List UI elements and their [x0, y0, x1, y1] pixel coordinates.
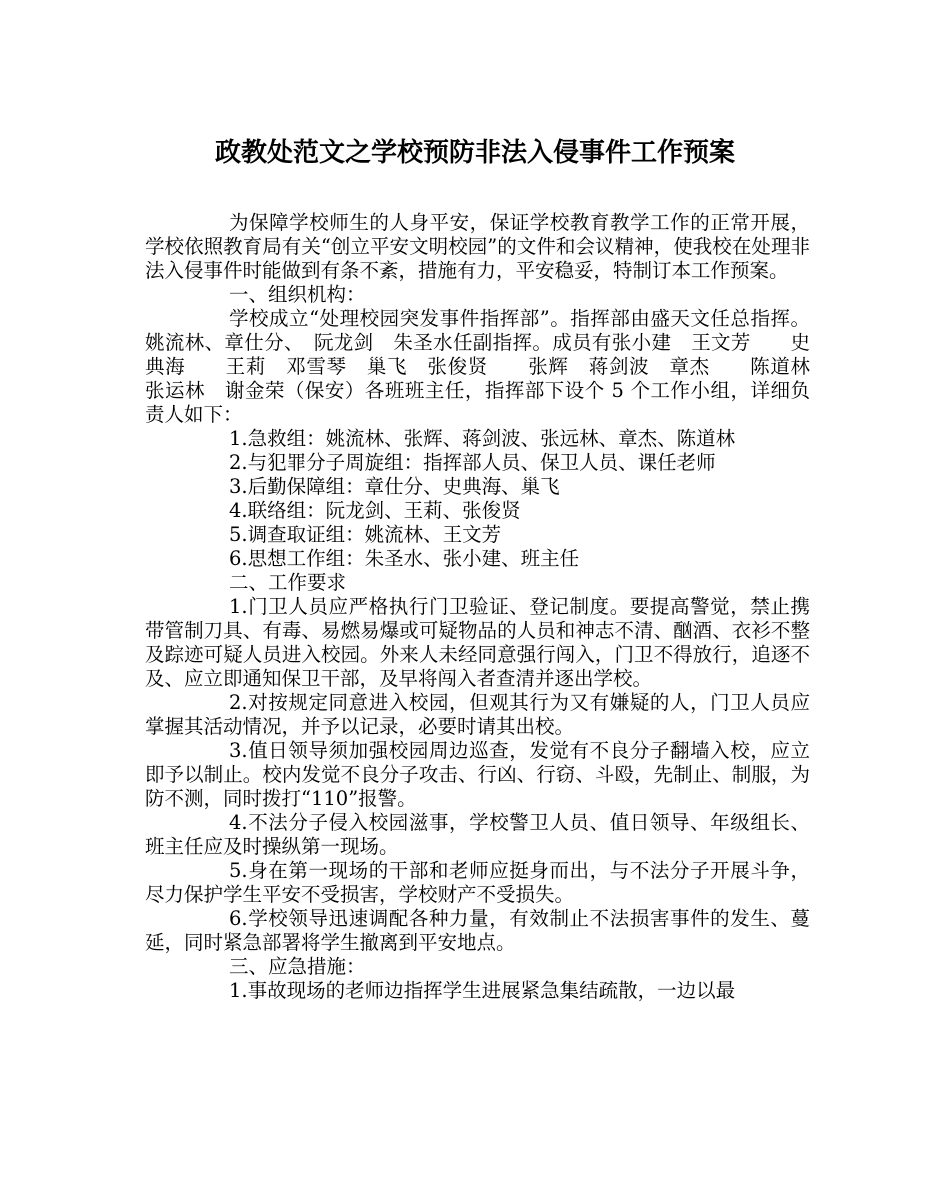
list-item-group-4: 4.联络组：阮龙剑、王莉、张俊贤: [229, 499, 521, 522]
list-item-group-3: 3.后勤保障组：章仕分、史典海、巢飞: [229, 475, 560, 498]
list-item-group-2: 2.与犯罪分子周旋组：指挥部人员、保卫人员、课任老师: [229, 451, 716, 474]
document-title: 政教处范文之学校预防非法入侵事件工作预案: [214, 138, 735, 168]
heading-organization: 一、组织机构：: [229, 283, 366, 306]
requirement-4: 4.不法分子侵入校园滋事，学校警卫人员、值日领导、年级组长、班主任应及时操纵第一现场。: [145, 811, 810, 858]
requirement-6: 6.学校领导迅速调配各种力量，有效制止不法损害事件的发生、蔓延，同时紧急部署将学生撤离到平安地点。: [145, 907, 810, 954]
heading-emergency-measures: 三、应急措施：: [229, 955, 366, 978]
paragraph-intro: 为保障学校师生的人身平安，保证学校教育教学工作的正常开展，学校依照教育局有关“创立平安文明校园”的文件和会议精神，使我校在处理非法入侵事件时能做到有条不紊，措施有力，平安稳妥，特制订本工作预案。: [145, 211, 810, 282]
requirement-5: 5.身在第一现场的干部和老师应挺身而出，与不法分子开展斗争，尽力保护学生平安不受损害，学校财产不受损失。: [145, 859, 810, 906]
paragraph-organization: 学校成立“处理校园突发事件指挥部”。指挥部由盛天文任总指挥。姚流林、章仕分、 阮龙剑 朱圣水任副指挥。成员有张小建 王文芳 史典海 王莉 邓雪琴 巢飞 张俊贤 张辉 蒋剑波 章杰 陈道林 张运林 谢金荣（保安）各班班主任，指挥部下设个 5 个工作小组，详细负责人如下：: [145, 307, 830, 426]
requirement-3: 3.值日领导须加强校园周边巡查，发觉有不良分子翻墙入校，应立即予以制止。校内发觉不良分子攻击、行凶、行窃、斗殴，先制止、制服，为防不测，同时拨打“110”报警。: [145, 739, 810, 810]
list-item-group-6: 6.思想工作组：朱圣水、张小建、班主任: [229, 547, 580, 570]
emergency-measure-1: 1.事故现场的老师边指挥学生进展紧急集结疏散，一边以最: [229, 979, 736, 1002]
document-body: [145, 211, 830, 1003]
requirement-1: 1.门卫人员应严格执行门卫验证、登记制度。要提高警觉，禁止携带管制刀具、有毒、易燃易爆或可疑物品的人员和神志不清、酗酒、衣衫不整及踪迹可疑人员进入校园。外来人未经同意强行闯入，门卫不得放行，追逐不及、应立即通知保卫干部，及早将闯入者查清并逐出学校。: [145, 595, 810, 690]
heading-requirements: 二、工作要求: [229, 571, 347, 594]
requirement-2: 2.对按规定同意进入校园，但观其行为又有嫌疑的人，门卫人员应掌握其活动情况，并予以记录，必要时请其出校。: [145, 691, 810, 738]
list-item-group-1: 1.急救组：姚流林、张辉、蒋剑波、张远林、章杰、陈道林: [229, 427, 736, 450]
list-item-group-5: 5.调查取证组：姚流林、王文芳: [229, 523, 502, 546]
